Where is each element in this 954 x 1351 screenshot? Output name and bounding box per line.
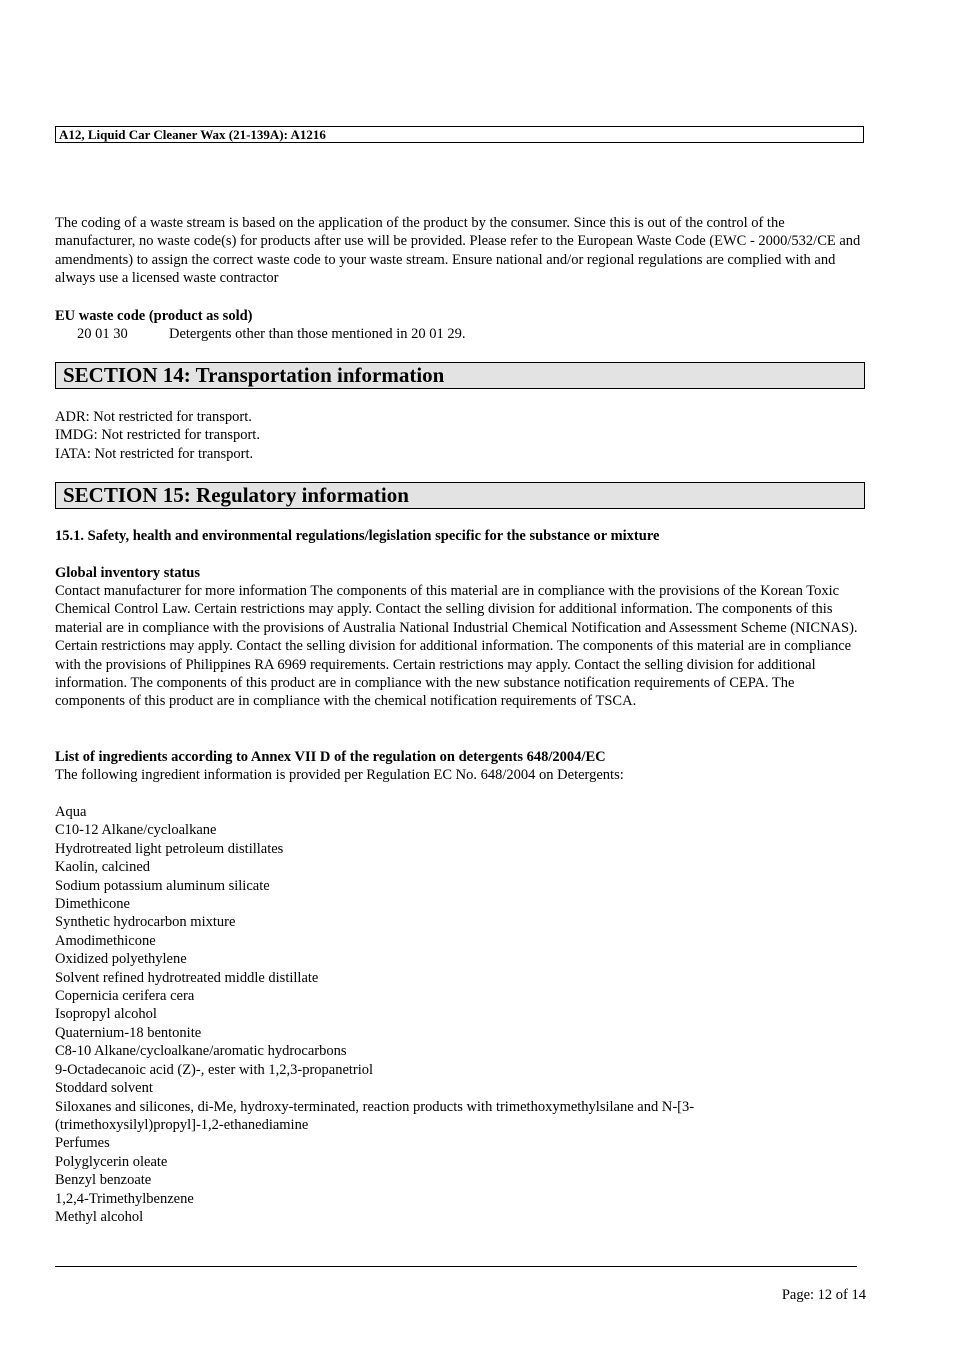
list-item: 9-Octadecanoic acid (Z)-, ester with 1,2,3-propanetriol — [55, 1061, 374, 1078]
list-item: Benzyl benzoate — [55, 1172, 152, 1189]
list-item: C8-10 Alkane/cycloalkane/aromatic hydrocarbons — [55, 1043, 347, 1060]
document-header: A12, Liquid Car Cleaner Wax (21-139A): A1216 — [55, 126, 864, 143]
footer-divider — [55, 1266, 857, 1267]
ingredients-intro: The following ingredient information is provided per Regulation EC No. 648/2004 on Detergents: — [55, 767, 624, 783]
section-14-title: SECTION 14: Transportation information — [55, 362, 865, 389]
waste-code-row — [77, 325, 466, 343]
list-item: Synthetic hydrocarbon mixture — [55, 914, 236, 931]
list-item: 1,2,4-Trimethylbenzene — [55, 1190, 194, 1207]
list-item: Amodimethicone — [55, 932, 156, 949]
list-item: Isopropyl alcohol — [55, 1006, 157, 1023]
waste-code: 20 01 30 — [77, 326, 128, 342]
page-number: Page: 12 of 14 — [781, 1287, 866, 1303]
list-item: Quaternium-18 bentonite — [55, 1024, 202, 1041]
list-item: Aqua — [55, 804, 87, 820]
list-item: Sodium potassium aluminum silicate — [55, 877, 270, 894]
list-item: Siloxanes and silicones, di-Me, hydroxy-terminated, reaction products with trimethoxymethylsilane and N-[3-(trimethoxysilyl)propyl]-1,2-ethanediamine — [55, 1098, 695, 1133]
global-inventory-text: Contact manufacturer for more information The components of this material are in compliance with the provisions of the Korean Toxic Chemical Control Law. Certain restrictions may apply. Contact the selling division for additional information. The components of this material are in compliance with the provisions of Australia National Industrial Chemical Notification and Assessment Scheme (NICNAS). Certain restrictions may apply. Contact the selling division for additional information. The components of this material are in compliance with the provisions of Philippines RA 6969 requirements. Certain restrictions may apply. Contact the selling division for additional information. The components of this product are in compliance with the new substance notification requirements of CEPA. The components of this product are in compliance with the chemical notification requirements of TSCA. — [55, 583, 858, 710]
list-item: Polyglycerin oleate — [55, 1153, 168, 1170]
subsection-15-1: 15.1. Safety, health and environmental regulations/legislation specific for the substance or mixture — [55, 528, 660, 544]
list-item: Solvent refined hydrotreated middle distillate — [55, 969, 319, 986]
section-15-title: SECTION 15: Regulatory information — [55, 482, 865, 509]
transport-list — [55, 408, 867, 463]
list-item: Hydrotreated light petroleum distillates — [55, 840, 284, 857]
list-item: Perfumes — [55, 1135, 110, 1152]
ingredients-heading: List of ingredients according to Annex VII D of the regulation on detergents 648/2004/EC — [55, 749, 606, 765]
list-item: Dimethicone — [55, 896, 130, 913]
global-inventory-heading: Global inventory status — [55, 565, 201, 581]
transport-imdg: IMDG: Not restricted for transport. — [55, 427, 260, 444]
eu-waste-code-heading: EU waste code (product as sold) — [55, 308, 253, 324]
list-item: Copernicia cerifera cera — [55, 988, 195, 1005]
list-item: Methyl alcohol — [55, 1208, 144, 1225]
list-item: Kaolin, calcined — [55, 859, 151, 876]
transport-iata: IATA: Not restricted for transport. — [55, 445, 254, 462]
list-item: Stoddard solvent — [55, 1080, 153, 1097]
waste-code-description: Detergents other than those mentioned in 20 01 29. — [169, 326, 466, 342]
transport-adr: ADR: Not restricted for transport. — [55, 409, 252, 425]
waste-paragraph: The coding of a waste stream is based on the application of the product by the consumer. Since this is out of the control of the manufacturer, no waste code(s) for products after use will be provided. Please refer to the European Waste Code (EWC - 2000/532/CE and amendments) to assign the correct waste code to your waste stream. Ensure national and/or regional regulations are complied with and always use a licensed waste contractor — [55, 215, 861, 287]
list-item: Oxidized polyethylene — [55, 951, 187, 968]
ingredient-list — [55, 803, 867, 1226]
list-item: C10-12 Alkane/cycloalkane — [55, 822, 217, 839]
